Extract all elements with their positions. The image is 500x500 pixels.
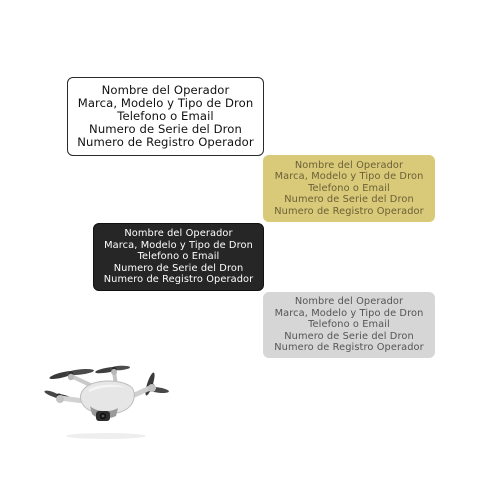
label-line-drone-model: Marca, Modelo y Tipo de Dron <box>77 96 254 110</box>
label-line-registration: Numero de Registro Operador <box>77 135 254 149</box>
label-line-operator-name: Nombre del Operador <box>294 296 404 308</box>
label-line-contact: Telefono o Email <box>308 182 390 194</box>
drone-icon <box>44 356 174 442</box>
operator-label-white <box>67 77 264 156</box>
label-line-drone-model: Marca, Modelo y Tipo de Dron <box>274 171 424 183</box>
label-line-operator-name: Nombre del Operador <box>101 83 230 97</box>
propeller-front-right <box>144 372 170 397</box>
label-line-operator-name: Nombre del Operador <box>294 159 404 171</box>
label-line-operator-name: Nombre del Operador <box>124 228 233 240</box>
label-line-contact: Telefono o Email <box>117 109 214 123</box>
operator-label-gold <box>263 155 435 222</box>
label-line-serial: Numero de Serie del Dron <box>284 330 414 342</box>
label-line-drone-model: Marca, Modelo y Tipo de Dron <box>104 239 253 251</box>
label-line-contact: Telefono o Email <box>137 251 220 263</box>
operator-label-black <box>93 223 264 291</box>
label-line-serial: Numero de Serie del Dron <box>113 262 244 274</box>
label-line-drone-model: Marca, Modelo y Tipo de Dron <box>274 307 424 319</box>
label-line-serial: Numero de Serie del Dron <box>89 122 242 136</box>
label-line-registration: Numero de Registro Operador <box>274 342 424 354</box>
label-line-contact: Telefono o Email <box>308 319 390 331</box>
label-line-registration: Numero de Registro Operador <box>274 205 424 217</box>
label-line-registration: Numero de Registro Operador <box>103 274 254 286</box>
label-line-serial: Numero de Serie del Dron <box>284 194 414 206</box>
operator-label-silver <box>263 292 435 358</box>
